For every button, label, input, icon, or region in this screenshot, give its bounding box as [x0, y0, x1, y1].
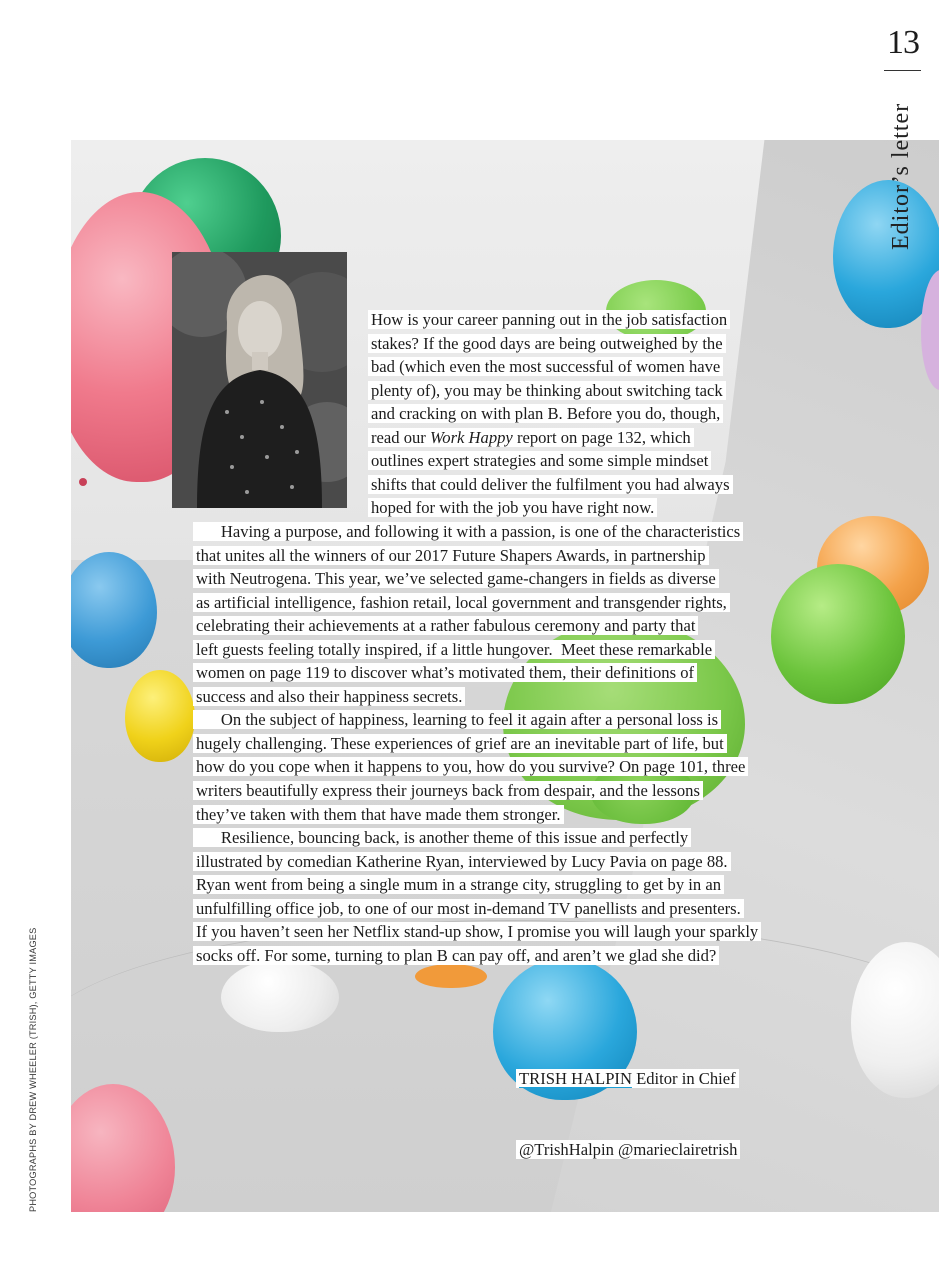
- intro-line: stakes? If the good days are being outweighed by the: [368, 332, 733, 356]
- balloon-white: [221, 960, 339, 1032]
- body-line: how do you cope when it happens to you, how do you survive? On page 101, three: [193, 755, 761, 779]
- body-line: celebrating their achievements at a rather fabulous ceremony and party that: [193, 614, 761, 638]
- page-number: 13: [887, 24, 919, 61]
- body-line: Resilience, bouncing back, is another theme of this issue and perfectly: [193, 826, 761, 850]
- body-line: success and also their happiness secrets.: [193, 685, 761, 709]
- social-handles[interactable]: @TrishHalpin @marieclairetrish: [516, 1140, 740, 1159]
- intro-line: How is your career panning out in the job satisfaction: [368, 308, 733, 332]
- intro-line: plenty of), you may be thinking about switching tack: [368, 379, 733, 403]
- intro-line: outlines expert strategies and some simple mindset: [368, 449, 733, 473]
- intro-paragraph: [368, 308, 733, 520]
- body-line: they’ve taken with them that have made them stronger.: [193, 803, 761, 827]
- section-title: Editor’s letter: [888, 102, 914, 250]
- body-line: that unites all the winners of our 2017 Future Shapers Awards, in partnership: [193, 544, 761, 568]
- body-line: hugely challenging. These experiences of grief are an inevitable part of life, but: [193, 732, 761, 756]
- body-line: illustrated by comedian Katherine Ryan, interviewed by Lucy Pavia on page 88.: [193, 850, 761, 874]
- editor-portrait-photo: [172, 252, 347, 508]
- body-line: unfulfilling office job, to one of our most in-demand TV panellists and presenters.: [193, 897, 761, 921]
- intro-line: read our Work Happy report on page 132, which: [368, 426, 733, 450]
- body-line: Having a purpose, and following it with a passion, is one of the characteristics: [193, 520, 761, 544]
- work-happy-title: Work Happy: [429, 427, 513, 447]
- body-line: Ryan went from being a single mum in a strange city, struggling to get by in an: [193, 873, 761, 897]
- body-line: On the subject of happiness, learning to feel it again after a personal loss is: [193, 708, 761, 732]
- intro-line: and cracking on with plan B. Before you do, though,: [368, 402, 733, 426]
- balloon-lime: [771, 564, 905, 704]
- body-line: left guests feeling totally inspired, if a little hungover. Meet these remarkable: [193, 638, 761, 662]
- body-line: If you haven’t seen her Netflix stand-up show, I promise you will laugh your sparkly: [193, 920, 761, 944]
- editor-name: TRISH HALPIN: [519, 1069, 632, 1089]
- balloon-yellow: [125, 670, 195, 762]
- editor-title: Editor in Chief: [631, 1069, 736, 1089]
- intro-line: bad (which even the most successful of women have: [368, 355, 733, 379]
- body-line: as artificial intelligence, fashion retail, local government and transgender rights,: [193, 591, 761, 615]
- section-divider: [884, 70, 921, 71]
- photo-credit: PHOTOGRAPHS BY DREW WHEELER (TRISH), GETTY IMAGES: [28, 927, 38, 1212]
- portrait-illustration: [172, 252, 347, 508]
- body-text: [193, 520, 761, 967]
- body-line: women on page 119 to discover what’s motivated them, their definitions of: [193, 661, 761, 685]
- signature-block: [516, 1020, 740, 1185]
- intro-line: hoped for with the job you have right now.: [368, 496, 733, 520]
- intro-line: shifts that could deliver the fulfilment you had always: [368, 473, 733, 497]
- balloon-orange: [415, 964, 487, 988]
- body-line: with Neutrogena. This year, we’ve selected game-changers in fields as diverse: [193, 567, 761, 591]
- body-line: writers beautifully express their journeys back from despair, and the lessons: [193, 779, 761, 803]
- body-line: socks off. For some, turning to plan B can pay off, and aren’t we glad she did?: [193, 944, 761, 968]
